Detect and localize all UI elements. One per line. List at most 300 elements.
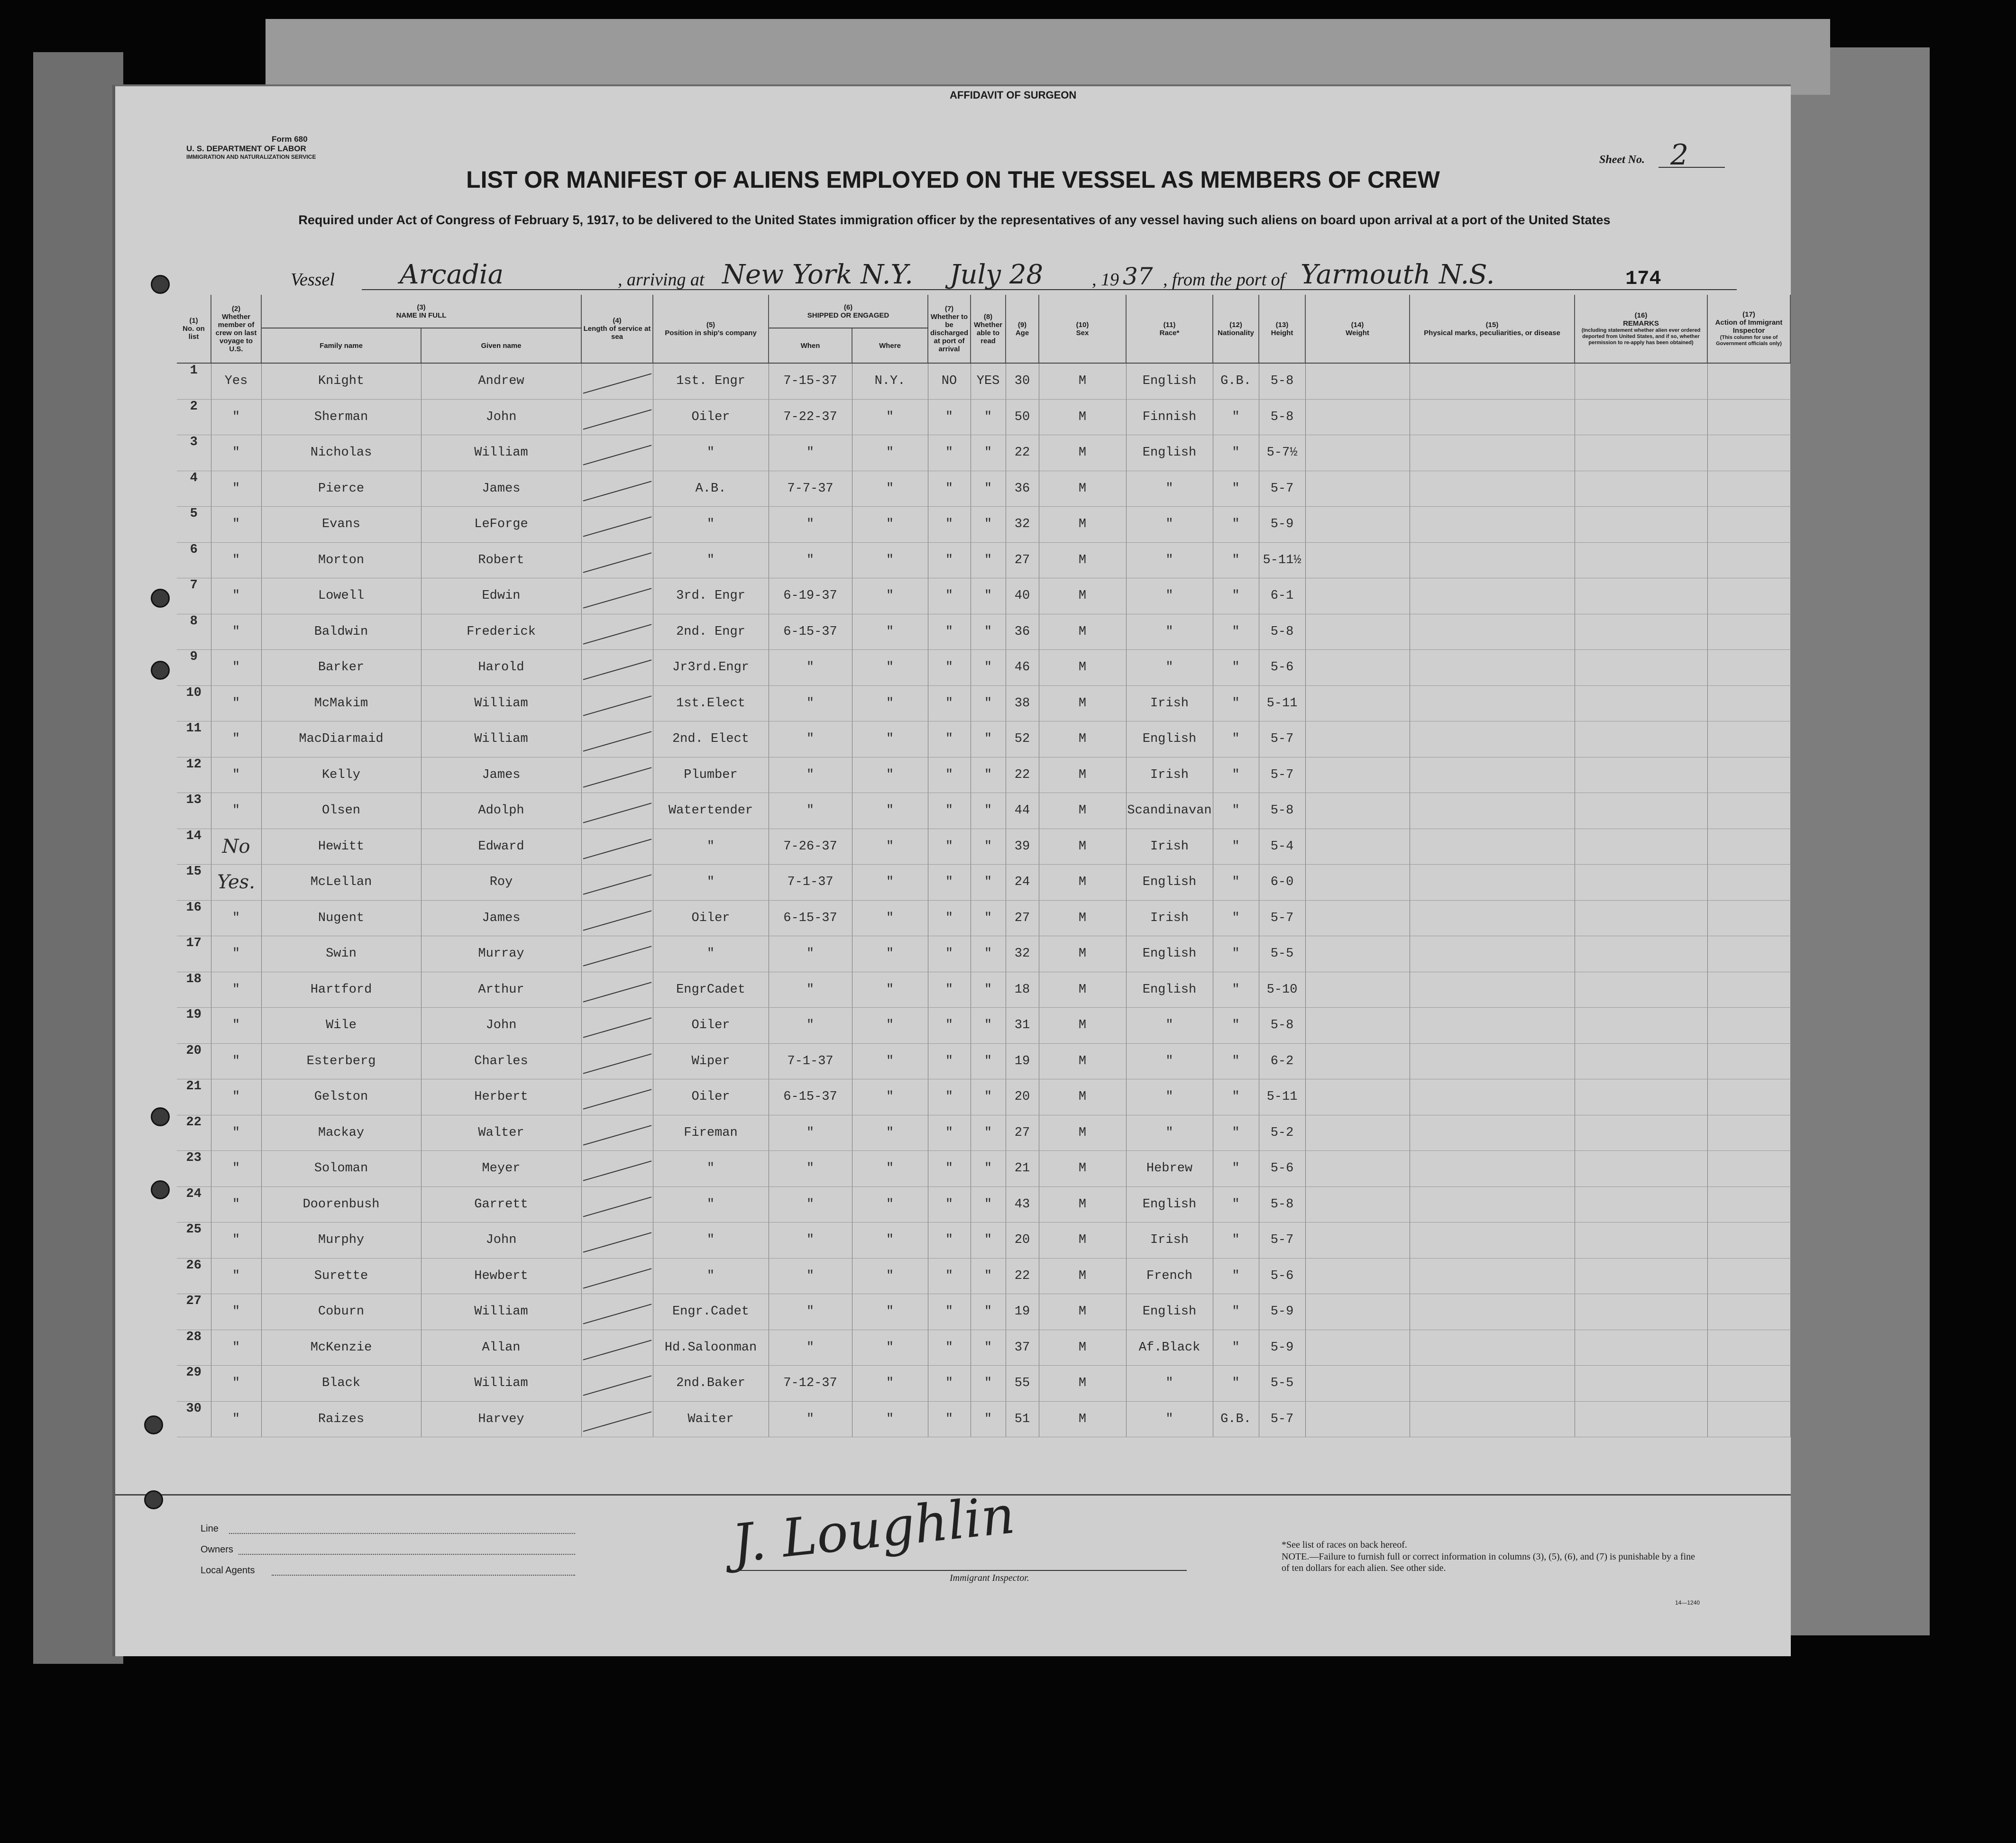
shipped-where-cell: " (852, 578, 928, 614)
service-cell (581, 793, 653, 829)
race-cell: English (1126, 972, 1213, 1008)
service-cell (581, 900, 653, 936)
line-number-cell: 23 (177, 1151, 211, 1187)
height-cell: 5-11 (1259, 1079, 1305, 1115)
service-cell (581, 1008, 653, 1044)
table-row (177, 507, 1790, 543)
given-name-cell: William (421, 1294, 581, 1330)
table-row (177, 1330, 1790, 1366)
family-name-cell: Lowell (261, 578, 421, 614)
table-row (177, 399, 1790, 435)
table-row (177, 829, 1790, 865)
physical-cell (1410, 507, 1575, 543)
family-name-cell: Black (261, 1366, 421, 1402)
action-cell (1707, 471, 1790, 507)
height-cell: 5-4 (1259, 829, 1305, 865)
action-cell (1707, 363, 1790, 399)
crew-cell: " (211, 1151, 261, 1187)
read-cell: " (971, 399, 1006, 435)
remarks-cell (1575, 1008, 1707, 1044)
table-row (177, 435, 1790, 471)
nationality-cell: G.B. (1213, 363, 1259, 399)
service-cell (581, 435, 653, 471)
given-name-cell: Allan (421, 1330, 581, 1366)
table-row (177, 1079, 1790, 1115)
crew-cell: " (211, 936, 261, 972)
punch-hole (151, 589, 170, 608)
shipped-where-cell: N.Y. (852, 363, 928, 399)
col-when-header: When (769, 328, 852, 363)
weight-cell (1305, 1366, 1410, 1402)
race-cell: Scandinavan (1126, 793, 1213, 829)
line-number-cell: 16 (177, 900, 211, 936)
table-row (177, 578, 1790, 614)
shipped-where-cell: " (852, 1223, 928, 1259)
crew-cell: " (211, 900, 261, 936)
punch-hole (144, 1490, 163, 1509)
col-physical-header: (15) Physical marks, peculiarities, or disease (1410, 295, 1575, 363)
given-name-cell: James (421, 900, 581, 936)
sex-cell: M (1039, 1223, 1126, 1259)
shipped-when-cell: " (769, 1186, 852, 1223)
race-cell: English (1126, 1186, 1213, 1223)
age-cell: 39 (1006, 829, 1039, 865)
remarks-cell (1575, 614, 1707, 650)
age-cell: 43 (1006, 1186, 1039, 1223)
sex-cell: M (1039, 936, 1126, 972)
table-row (177, 542, 1790, 578)
manifest-sheet (112, 84, 1791, 1656)
line-number-cell: 19 (177, 1008, 211, 1044)
service-cell (581, 507, 653, 543)
check-mark (583, 875, 651, 895)
table-row (177, 614, 1790, 650)
punch-hole (151, 1107, 170, 1126)
vessel-name: Arcadia (400, 259, 504, 290)
height-cell: 5-8 (1259, 1008, 1305, 1044)
service-cell (581, 542, 653, 578)
race-cell: Irish (1126, 685, 1213, 721)
sex-cell: M (1039, 1186, 1126, 1223)
shipped-when-cell: " (769, 650, 852, 686)
race-cell: " (1126, 1401, 1213, 1437)
age-cell: 50 (1006, 399, 1039, 435)
position-cell: A.B. (653, 471, 769, 507)
check-mark (583, 1089, 651, 1110)
action-cell (1707, 614, 1790, 650)
physical-cell (1410, 1151, 1575, 1187)
physical-cell (1410, 471, 1575, 507)
action-cell (1707, 399, 1790, 435)
weight-cell (1305, 685, 1410, 721)
sex-cell: M (1039, 650, 1126, 686)
age-cell: 27 (1006, 542, 1039, 578)
physical-cell (1410, 1079, 1575, 1115)
height-cell: 6-2 (1259, 1043, 1305, 1079)
family-name-cell: McKenzie (261, 1330, 421, 1366)
physical-cell (1410, 435, 1575, 471)
age-cell: 22 (1006, 435, 1039, 471)
action-cell (1707, 685, 1790, 721)
weight-cell (1305, 1043, 1410, 1079)
table-row (177, 1043, 1790, 1079)
shipped-when-cell: 7-12-37 (769, 1366, 852, 1402)
remarks-cell (1575, 1043, 1707, 1079)
age-cell: 38 (1006, 685, 1039, 721)
crew-cell: " (211, 1079, 261, 1115)
physical-cell (1410, 936, 1575, 972)
service-cell (581, 578, 653, 614)
line-number-cell: 7 (177, 578, 211, 614)
position-cell: Fireman (653, 1115, 769, 1151)
discharge-cell: " (928, 685, 971, 721)
family-name-cell: Coburn (261, 1294, 421, 1330)
shipped-when-cell: " (769, 1008, 852, 1044)
race-cell: " (1126, 1043, 1213, 1079)
discharge-cell: " (928, 865, 971, 901)
remarks-cell (1575, 936, 1707, 972)
sex-cell: M (1039, 1366, 1126, 1402)
service-cell (581, 1366, 653, 1402)
age-cell: 21 (1006, 1151, 1039, 1187)
weight-cell (1305, 1294, 1410, 1330)
discharge-cell: " (928, 1223, 971, 1259)
discharge-cell: " (928, 900, 971, 936)
col-nationality-header: (12) Nationality (1213, 295, 1259, 363)
position-cell: Engr.Cadet (653, 1294, 769, 1330)
discharge-cell: " (928, 1079, 971, 1115)
shipped-when-cell: 6-15-37 (769, 900, 852, 936)
line-number-cell: 9 (177, 650, 211, 686)
sex-cell: M (1039, 793, 1126, 829)
given-name-cell: Garrett (421, 1186, 581, 1223)
top-stamp: AFFIDAVIT OF SURGEON (950, 89, 1077, 101)
given-name-cell: Meyer (421, 1151, 581, 1187)
nationality-cell: " (1213, 936, 1259, 972)
weight-cell (1305, 829, 1410, 865)
given-name-cell: William (421, 685, 581, 721)
height-cell: 5-10 (1259, 972, 1305, 1008)
check-mark (583, 1268, 651, 1288)
age-cell: 30 (1006, 363, 1039, 399)
sex-cell: M (1039, 972, 1126, 1008)
line-number-cell: 25 (177, 1223, 211, 1259)
remarks-cell (1575, 1223, 1707, 1259)
discharge-cell: " (928, 1151, 971, 1187)
age-cell: 32 (1006, 936, 1039, 972)
position-cell: Oiler (653, 900, 769, 936)
action-cell (1707, 1294, 1790, 1330)
weight-cell (1305, 578, 1410, 614)
crew-rows (177, 363, 1790, 1437)
service-cell (581, 1223, 653, 1259)
height-cell: 5-7 (1259, 721, 1305, 757)
crew-cell: " (211, 471, 261, 507)
given-name-cell: Herbert (421, 1079, 581, 1115)
check-mark (583, 839, 651, 859)
crew-cell: " (211, 757, 261, 793)
sex-cell: M (1039, 614, 1126, 650)
check-mark (583, 1161, 651, 1181)
position-cell: Plumber (653, 757, 769, 793)
height-cell: 5-7 (1259, 471, 1305, 507)
print-code: 14—1240 (1675, 1599, 1700, 1606)
shipped-where-cell: " (852, 1186, 928, 1223)
table-row (177, 1115, 1790, 1151)
family-name-cell: Surette (261, 1258, 421, 1294)
punch-hole (151, 275, 170, 294)
weight-cell (1305, 1223, 1410, 1259)
read-cell: " (971, 793, 1006, 829)
agents-underline (272, 1575, 575, 1576)
nationality-cell: " (1213, 1223, 1259, 1259)
weight-cell (1305, 542, 1410, 578)
weight-cell (1305, 614, 1410, 650)
remarks-cell (1575, 1258, 1707, 1294)
discharge-cell: " (928, 435, 971, 471)
weight-cell (1305, 1401, 1410, 1437)
read-cell: " (971, 471, 1006, 507)
form-title: LIST OR MANIFEST OF ALIENS EMPLOYED ON THE VESSEL AS MEMBERS OF CREW (466, 166, 1440, 193)
service-cell (581, 650, 653, 686)
year-prefix: , 19 (1092, 270, 1119, 290)
shipped-when-cell: 7-15-37 (769, 363, 852, 399)
family-name-cell: Barker (261, 650, 421, 686)
read-cell: " (971, 757, 1006, 793)
age-cell: 46 (1006, 650, 1039, 686)
family-name-cell: Sherman (261, 399, 421, 435)
form-subtitle: Required under Act of Congress of February 5, 1917, to be delivered to the United States immigration officer by the representatives of any vessel having such aliens on board upon arrival at a port of the United States (298, 213, 1611, 227)
race-cell: " (1126, 507, 1213, 543)
check-mark (583, 910, 651, 931)
service-cell (581, 399, 653, 435)
family-name-cell: McMakim (261, 685, 421, 721)
remarks-cell (1575, 721, 1707, 757)
nationality-cell: " (1213, 1186, 1259, 1223)
family-name-cell: Hewitt (261, 829, 421, 865)
crew-cell: " (211, 1366, 261, 1402)
arriving-label: , arriving at (618, 270, 705, 290)
crew-manifest-table (177, 295, 1791, 1437)
shipped-when-cell: " (769, 1115, 852, 1151)
shipped-where-cell: " (852, 757, 928, 793)
service-cell (581, 757, 653, 793)
nationality-cell: " (1213, 757, 1259, 793)
weight-cell (1305, 471, 1410, 507)
weight-cell (1305, 936, 1410, 972)
weight-cell (1305, 1330, 1410, 1366)
read-cell: " (971, 435, 1006, 471)
height-cell: 5-11 (1259, 685, 1305, 721)
given-name-cell: Harvey (421, 1401, 581, 1437)
sex-cell: M (1039, 1258, 1126, 1294)
nationality-cell: " (1213, 578, 1259, 614)
family-name-cell: Nugent (261, 900, 421, 936)
remarks-cell (1575, 578, 1707, 614)
line-number-cell: 3 (177, 435, 211, 471)
shipped-where-cell: " (852, 1079, 928, 1115)
race-cell: English (1126, 721, 1213, 757)
line-number-cell: 24 (177, 1186, 211, 1223)
back-sheet-top (266, 19, 1830, 95)
age-cell: 36 (1006, 614, 1039, 650)
shipped-where-cell: " (852, 1401, 928, 1437)
weight-cell (1305, 757, 1410, 793)
check-mark (583, 660, 651, 680)
line-number-cell: 5 (177, 507, 211, 543)
height-cell: 5-8 (1259, 614, 1305, 650)
physical-cell (1410, 363, 1575, 399)
col-position-header: (5) Position in ship's company (653, 295, 769, 363)
shipped-when-cell: " (769, 1401, 852, 1437)
read-cell: " (971, 1223, 1006, 1259)
sex-cell: M (1039, 757, 1126, 793)
sex-cell: M (1039, 471, 1126, 507)
check-mark (583, 1018, 651, 1038)
shipped-where-cell: " (852, 542, 928, 578)
physical-cell (1410, 1401, 1575, 1437)
given-name-cell: Roy (421, 865, 581, 901)
line-number-cell: 18 (177, 972, 211, 1008)
shipped-when-cell: " (769, 1258, 852, 1294)
line-number-cell: 10 (177, 685, 211, 721)
agents-label: Local Agents (201, 1565, 255, 1576)
height-cell: 5-6 (1259, 1151, 1305, 1187)
sex-cell: M (1039, 829, 1126, 865)
physical-cell (1410, 1115, 1575, 1151)
action-cell (1707, 1366, 1790, 1402)
table-row (177, 650, 1790, 686)
crew-cell: Yes (211, 363, 261, 399)
discharge-cell: " (928, 399, 971, 435)
line-number-cell: 13 (177, 793, 211, 829)
action-cell (1707, 900, 1790, 936)
from-port: Yarmouth N.S. (1301, 259, 1495, 290)
height-cell: 5-2 (1259, 1115, 1305, 1151)
action-cell (1707, 1079, 1790, 1115)
check-mark (583, 1196, 651, 1217)
physical-cell (1410, 1366, 1575, 1402)
family-name-cell: Doorenbush (261, 1186, 421, 1223)
family-name-cell: Morton (261, 542, 421, 578)
nationality-cell: " (1213, 1258, 1259, 1294)
arrival-date: July 28 (950, 259, 1044, 290)
owners-label: Owners (201, 1544, 233, 1555)
line-number-cell: 12 (177, 757, 211, 793)
age-cell: 36 (1006, 471, 1039, 507)
crew-cell: " (211, 435, 261, 471)
discharge-cell: " (928, 1115, 971, 1151)
given-name-cell: John (421, 1223, 581, 1259)
nationality-cell: " (1213, 972, 1259, 1008)
crew-cell: Yes. (211, 865, 261, 901)
crew-cell: " (211, 1186, 261, 1223)
family-name-cell: Raizes (261, 1401, 421, 1437)
crew-cell: " (211, 972, 261, 1008)
discharge-cell: " (928, 1008, 971, 1044)
vessel-label: Vessel (291, 270, 335, 290)
race-cell: English (1126, 1294, 1213, 1330)
height-cell: 5-7 (1259, 1401, 1305, 1437)
check-mark (583, 731, 651, 752)
discharge-cell: " (928, 614, 971, 650)
discharge-cell: " (928, 793, 971, 829)
table-row (177, 936, 1790, 972)
nationality-cell: " (1213, 1008, 1259, 1044)
check-mark (583, 946, 651, 967)
shipped-when-cell: 7-26-37 (769, 829, 852, 865)
line-number-cell: 22 (177, 1115, 211, 1151)
height-cell: 5-7 (1259, 1223, 1305, 1259)
nationality-cell: " (1213, 685, 1259, 721)
col-no-header: (1) No. on list (177, 295, 211, 363)
action-cell (1707, 936, 1790, 972)
discharge-cell: " (928, 936, 971, 972)
shipped-where-cell: " (852, 399, 928, 435)
read-cell: " (971, 1186, 1006, 1223)
back-sheet-left (33, 52, 123, 1664)
nationality-cell: " (1213, 793, 1259, 829)
form-number: Form 680 (272, 135, 308, 144)
weight-cell (1305, 363, 1410, 399)
sex-cell: M (1039, 507, 1126, 543)
read-cell: " (971, 542, 1006, 578)
line-label: Line (201, 1524, 219, 1534)
crew-cell: " (211, 507, 261, 543)
age-cell: 27 (1006, 1115, 1039, 1151)
shipped-where-cell: " (852, 793, 928, 829)
penalty-note: NOTE.—Failure to furnish full or correct information in columns (3), (5), (6), and (7) is punishable by a fine of ten dollars for each alien. See other side. (1282, 1551, 1695, 1573)
action-cell (1707, 865, 1790, 901)
height-cell: 5-9 (1259, 1330, 1305, 1366)
sheet-number: 2 (1670, 138, 1689, 172)
position-cell: Oiler (653, 399, 769, 435)
remarks-cell (1575, 1366, 1707, 1402)
discharge-cell: " (928, 542, 971, 578)
col-discharge-header: (7) Whether to be discharged at port of arrival (928, 295, 971, 363)
service-cell (581, 829, 653, 865)
col-name-header: (3) NAME IN FULL (261, 295, 581, 328)
position-cell: 2nd. Elect (653, 721, 769, 757)
weight-cell (1305, 1151, 1410, 1187)
line-number-cell: 17 (177, 936, 211, 972)
race-cell: Hebrew (1126, 1151, 1213, 1187)
sex-cell: M (1039, 1294, 1126, 1330)
punch-hole (144, 1415, 163, 1434)
discharge-cell: " (928, 1366, 971, 1402)
position-cell: " (653, 936, 769, 972)
height-cell: 5-11½ (1259, 542, 1305, 578)
action-cell (1707, 507, 1790, 543)
line-number-cell: 6 (177, 542, 211, 578)
race-cell: English (1126, 865, 1213, 901)
read-cell: YES (971, 363, 1006, 399)
age-cell: 37 (1006, 1330, 1039, 1366)
height-cell: 5-7½ (1259, 435, 1305, 471)
family-name-cell: Kelly (261, 757, 421, 793)
sex-cell: M (1039, 685, 1126, 721)
remarks-cell (1575, 900, 1707, 936)
weight-cell (1305, 972, 1410, 1008)
line-number-cell: 29 (177, 1366, 211, 1402)
height-cell: 5-7 (1259, 900, 1305, 936)
position-cell: " (653, 1223, 769, 1259)
nationality-cell: " (1213, 829, 1259, 865)
check-mark (583, 1125, 651, 1145)
position-cell: Hd.Saloonman (653, 1330, 769, 1366)
action-cell (1707, 650, 1790, 686)
check-mark (583, 695, 651, 716)
